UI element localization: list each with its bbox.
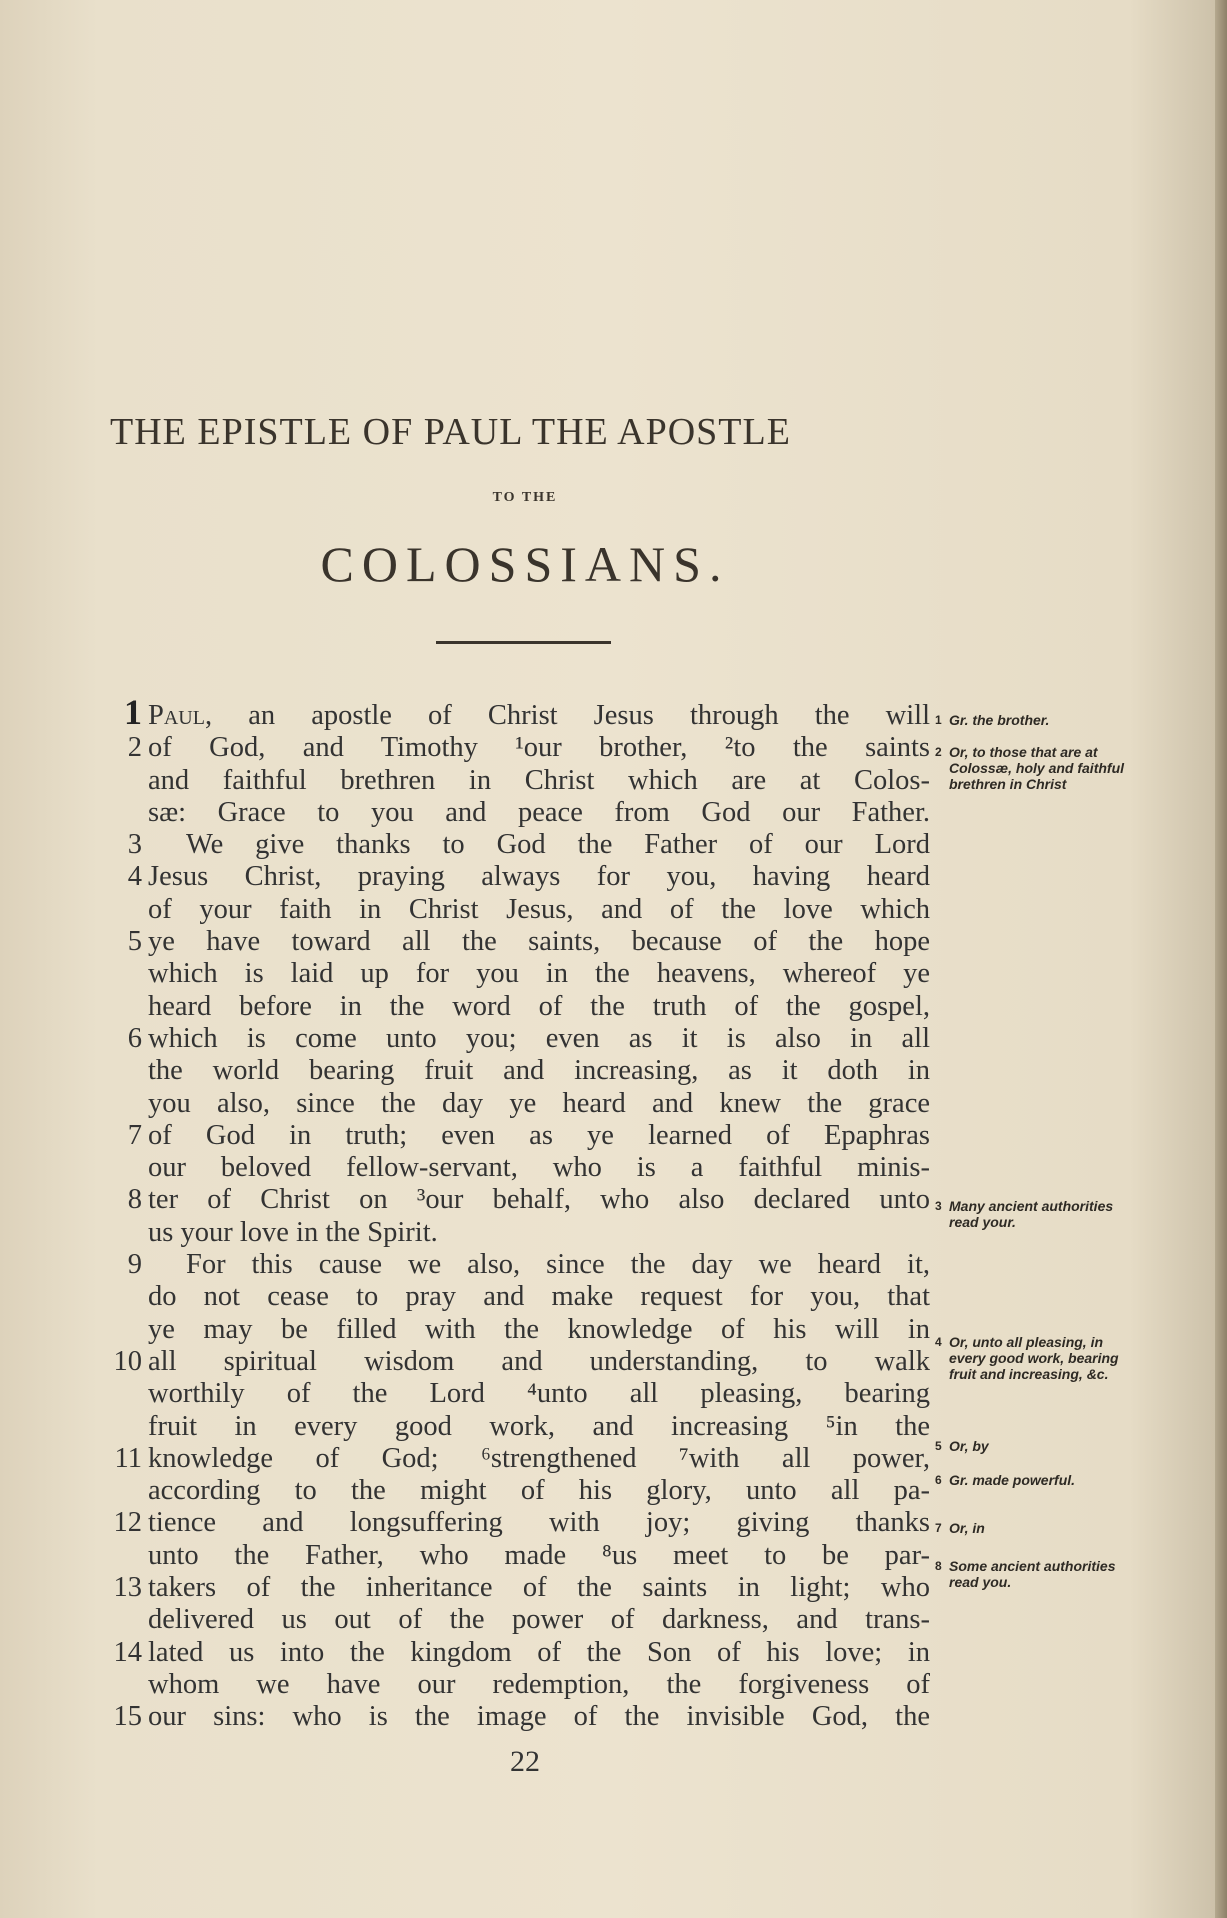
verse-number: 6	[127, 1022, 142, 1054]
margin-note-text: Many ancient authorities read your.	[949, 1198, 1114, 1230]
line-text	[148, 700, 930, 732]
margin-note	[935, 1558, 1135, 1590]
verse-number: 7	[127, 1119, 142, 1151]
epistle-title: THE EPISTLE OF PAUL THE APOSTLE	[110, 411, 791, 453]
line-text: ye may be filled with the knowledge of his will in	[148, 1313, 930, 1345]
margin-note	[935, 1198, 1135, 1230]
verse-number: 1	[124, 692, 142, 732]
margin-note-number: 7	[935, 1521, 942, 1535]
line-text: unto the Father, who made ⁸us meet to be par-	[148, 1539, 930, 1571]
line-text: of God in truth; even as ye learned of Epaphras	[148, 1119, 930, 1151]
margin-note-number: 6	[935, 1473, 942, 1487]
line-text: ye have toward all the saints, because of the hope	[148, 926, 930, 958]
text-line	[108, 1184, 930, 1216]
margin-note-number: 5	[935, 1439, 942, 1453]
text-line	[108, 1411, 930, 1443]
line-text: our beloved fellow-servant, who is a faithful minis-	[148, 1152, 930, 1184]
margin-note	[935, 1472, 1135, 1488]
margin-note-text: Gr. the brother.	[949, 712, 1050, 728]
margin-note-text: Gr. made powerful.	[949, 1472, 1076, 1488]
line-text: For this cause we also, since the day we heard it,	[186, 1249, 930, 1281]
margin-note-text: Or, in	[949, 1520, 985, 1536]
text-line	[108, 1346, 930, 1378]
scripture-text	[108, 692, 930, 1734]
text-line	[108, 797, 930, 829]
text-line	[108, 1088, 930, 1120]
verse-number: 5	[127, 926, 142, 958]
margin-note-number: 8	[935, 1559, 942, 1573]
line-text-rest: an apostle of Christ Jesus through the will	[212, 700, 930, 731]
text-line	[108, 732, 930, 764]
margin-note-text: Or, unto all pleasing, in every good work, bearing fruit and increasing, &c.	[949, 1334, 1119, 1382]
line-text: ter of Christ on ³our behalf, who also declared unto	[148, 1184, 930, 1216]
verse-number: 10	[113, 1345, 142, 1377]
page-number: 22	[510, 1745, 540, 1778]
verse-number: 13	[113, 1572, 142, 1604]
margin-note	[935, 1520, 1135, 1536]
text-line	[108, 1443, 930, 1475]
margin-note-number: 1	[935, 713, 942, 727]
line-text: fruit in every good work, and increasing ⁵in the	[148, 1410, 930, 1442]
verse-number: 14	[113, 1636, 142, 1668]
line-text: whom we have our redemption, the forgiveness of	[148, 1668, 930, 1700]
text-line	[108, 1152, 930, 1184]
line-text: Jesus Christ, praying always for you, having heard	[148, 861, 930, 893]
line-text: knowledge of God; ⁶strengthened ⁷with all power,	[148, 1442, 930, 1474]
margin-note	[935, 1438, 1135, 1454]
text-line	[108, 894, 930, 926]
line-text: which is come unto you; even as it is also in all	[148, 1022, 930, 1054]
text-line	[108, 829, 930, 861]
line-text: our sins: who is the image of the invisible God, the	[148, 1701, 930, 1733]
text-line	[108, 1572, 930, 1604]
line-text: We give thanks to God the Father of our Lord	[186, 829, 930, 861]
verse-number: 11	[114, 1442, 142, 1474]
epistle-title-to: TO THE	[492, 490, 558, 505]
margin-note-text: Some ancient authorities read you.	[949, 1558, 1116, 1590]
margin-note-number: 4	[935, 1335, 942, 1349]
text-line	[108, 926, 930, 958]
text-line	[108, 991, 930, 1023]
line-text: sæ: Grace to you and peace from God our Father.	[148, 796, 930, 828]
opening-word: Paul,	[148, 700, 213, 731]
line-text: which is laid up for you in the heavens, whereof ye	[148, 958, 930, 990]
margin-note	[935, 712, 1135, 728]
verse-number: 9	[127, 1249, 142, 1281]
line-text: us your love in the Spirit.	[148, 1216, 438, 1248]
line-text: do not cease to pray and make request for you, that	[148, 1281, 930, 1313]
text-line	[108, 1055, 930, 1087]
line-text: of your faith in Christ Jesus, and of the love which	[148, 893, 930, 925]
text-line	[108, 1475, 930, 1507]
verse-number: 2	[127, 732, 142, 764]
text-line	[108, 692, 930, 732]
margin-note-number: 2	[935, 745, 942, 759]
text-line	[108, 1507, 930, 1539]
margin-note	[935, 744, 1135, 792]
verse-number: 4	[127, 861, 142, 893]
line-text: tience and longsuffering with joy; giving thanks	[148, 1507, 930, 1539]
margin-note-number: 3	[935, 1199, 942, 1213]
text-line	[108, 1249, 930, 1281]
book-name: COLOSSIANS.	[320, 536, 730, 592]
margin-note-text: Or, to those that are at Colossæ, holy and faithful brethren in Christ	[949, 744, 1125, 792]
text-line	[108, 1314, 930, 1346]
text-line	[108, 1217, 930, 1249]
title-rule	[436, 641, 611, 644]
text-line	[108, 958, 930, 990]
text-line	[108, 1120, 930, 1152]
text-line	[108, 1281, 930, 1313]
page-spine-edge	[1215, 0, 1227, 1918]
verse-number: 3	[127, 829, 142, 861]
text-line	[108, 1378, 930, 1410]
line-text: according to the might of his glory, unto all pa-	[148, 1475, 930, 1507]
line-text: you also, since the day ye heard and knew the grace	[148, 1087, 930, 1119]
line-text: delivered us out of the power of darkness, and trans-	[148, 1604, 930, 1636]
text-line	[108, 1540, 930, 1572]
margin-note	[935, 1334, 1135, 1382]
line-text: the world bearing fruit and increasing, as it doth in	[148, 1055, 930, 1087]
text-line	[108, 1604, 930, 1636]
line-text: heard before in the word of the truth of the gospel,	[148, 990, 930, 1022]
line-text: of God, and Timothy ¹our brother, ²to the saints	[148, 732, 930, 764]
margin-note-text: Or, by	[949, 1438, 989, 1454]
text-line	[108, 1637, 930, 1669]
verse-number: 12	[113, 1507, 142, 1539]
verse-number: 8	[127, 1184, 142, 1216]
text-line	[108, 1669, 930, 1701]
text-line	[108, 765, 930, 797]
line-text: takers of the inheritance of the saints in light; who	[148, 1572, 930, 1604]
line-text: lated us into the kingdom of the Son of his love; in	[148, 1636, 930, 1668]
text-line	[108, 1701, 930, 1733]
line-text: worthily of the Lord ⁴unto all pleasing, bearing	[148, 1378, 930, 1410]
text-line	[108, 861, 930, 893]
line-text: all spiritual wisdom and understanding, to walk	[148, 1345, 930, 1377]
text-line	[108, 1023, 930, 1055]
verse-number: 15	[113, 1701, 142, 1733]
line-text: and faithful brethren in Christ which are at Colos-	[148, 764, 930, 796]
